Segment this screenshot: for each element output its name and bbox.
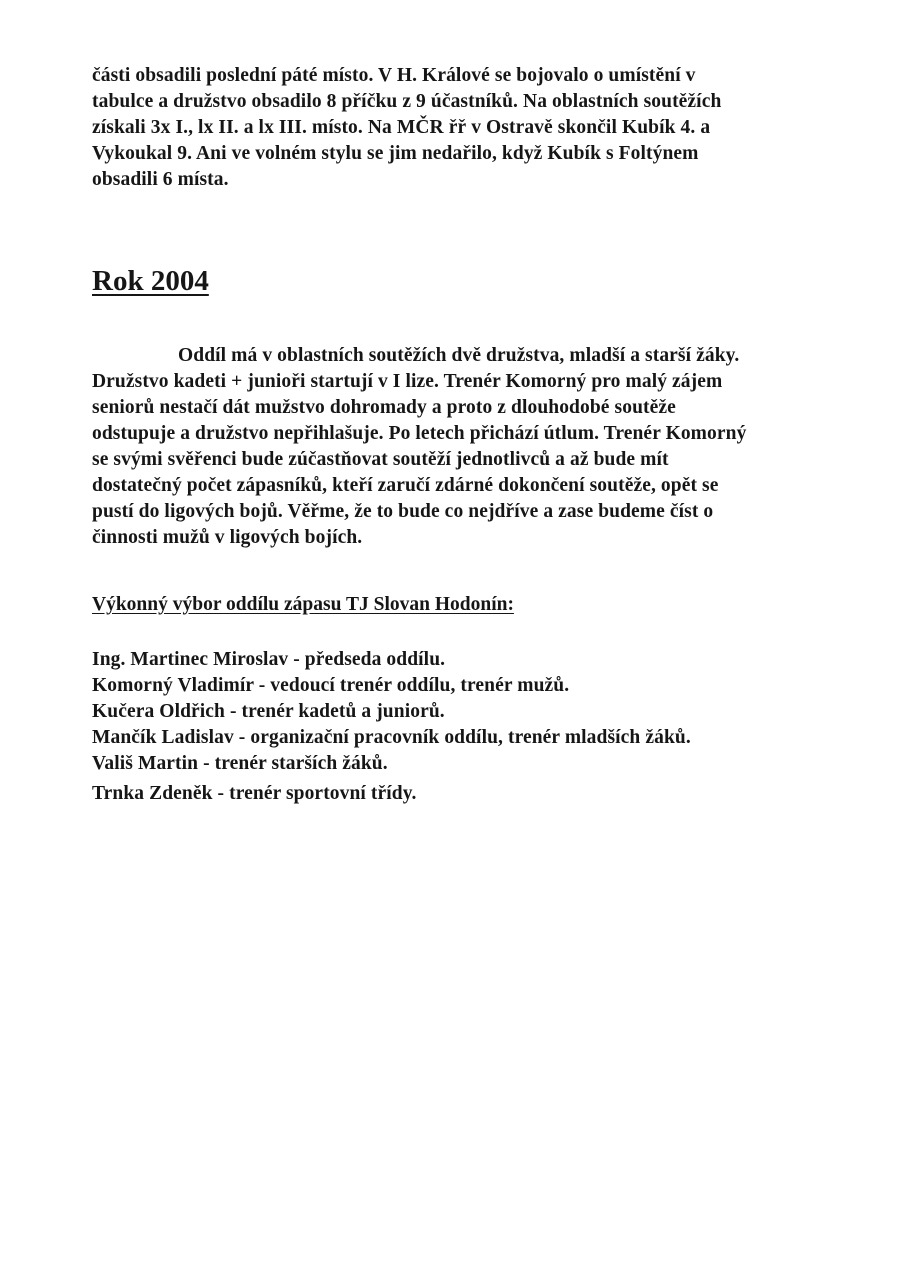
year-line-4: odstupuje a družstvo nepřihlašuje. Po letech přichází útlum. Trenér Komorný <box>92 423 747 444</box>
committee-member: Vališ Martin - trenér starších žáků. <box>92 753 388 774</box>
committee-member: Ing. Martinec Miroslav - předseda oddílu. <box>92 649 446 670</box>
intro-line-2: tabulce a družstvo obsadilo 8 příčku z 9 účastníků. Na oblastních soutěžích <box>92 91 722 112</box>
year-line-5: se svými svěřenci bude zúčastňovat soutěží jednotlivců a až bude mít <box>92 449 669 470</box>
year-line-2: Družstvo kadeti + junioři startují v I lize. Trenér Komorný pro malý zájem <box>92 371 723 392</box>
intro-line-4: Vykoukal 9. Ani ve volném stylu se jim nedařilo, když Kubík s Foltýnem <box>92 143 699 164</box>
committee-member: Mančík Ladislav - organizační pracovník oddílu, trenér mladších žáků. <box>92 727 691 748</box>
intro-line-5: obsadili 6 místa. <box>92 169 229 190</box>
year-line-1: Oddíl má v oblastních soutěžích dvě družstva, mladší a starší žáky. <box>178 345 740 366</box>
intro-line-3: získali 3x I., lx II. a lx III. místo. Na MČR řř v Ostravě skončil Kubík 4. a <box>92 117 711 138</box>
year-line-7: pustí do ligových bojů. Věřme, že to bude co nejdříve a zase budeme číst o <box>92 501 714 522</box>
year-line-8: činnosti mužů v ligových bojích. <box>92 527 363 548</box>
committee-heading: Výkonný výbor oddílu zápasu TJ Slovan Hodonín: <box>92 594 514 615</box>
committee-member: Komorný Vladimír - vedoucí trenér oddílu, trenér mužů. <box>92 675 570 696</box>
intro-line-1: části obsadili poslední páté místo. V H. Králové se bojovalo o umístění v <box>92 65 696 86</box>
committee-member: Trnka Zdeněk - trenér sportovní třídy. <box>92 783 417 804</box>
year-heading: Rok 2004 <box>92 265 209 297</box>
year-line-6: dostatečný počet zápasníků, kteří zaručí zdárné dokončení soutěže, opět se <box>92 475 719 496</box>
year-line-3: seniorů nestačí dát mužstvo dohromady a proto z dlouhodobé soutěže <box>92 397 676 418</box>
committee-member: Kučera Oldřich - trenér kadetů a juniorů. <box>92 701 445 722</box>
